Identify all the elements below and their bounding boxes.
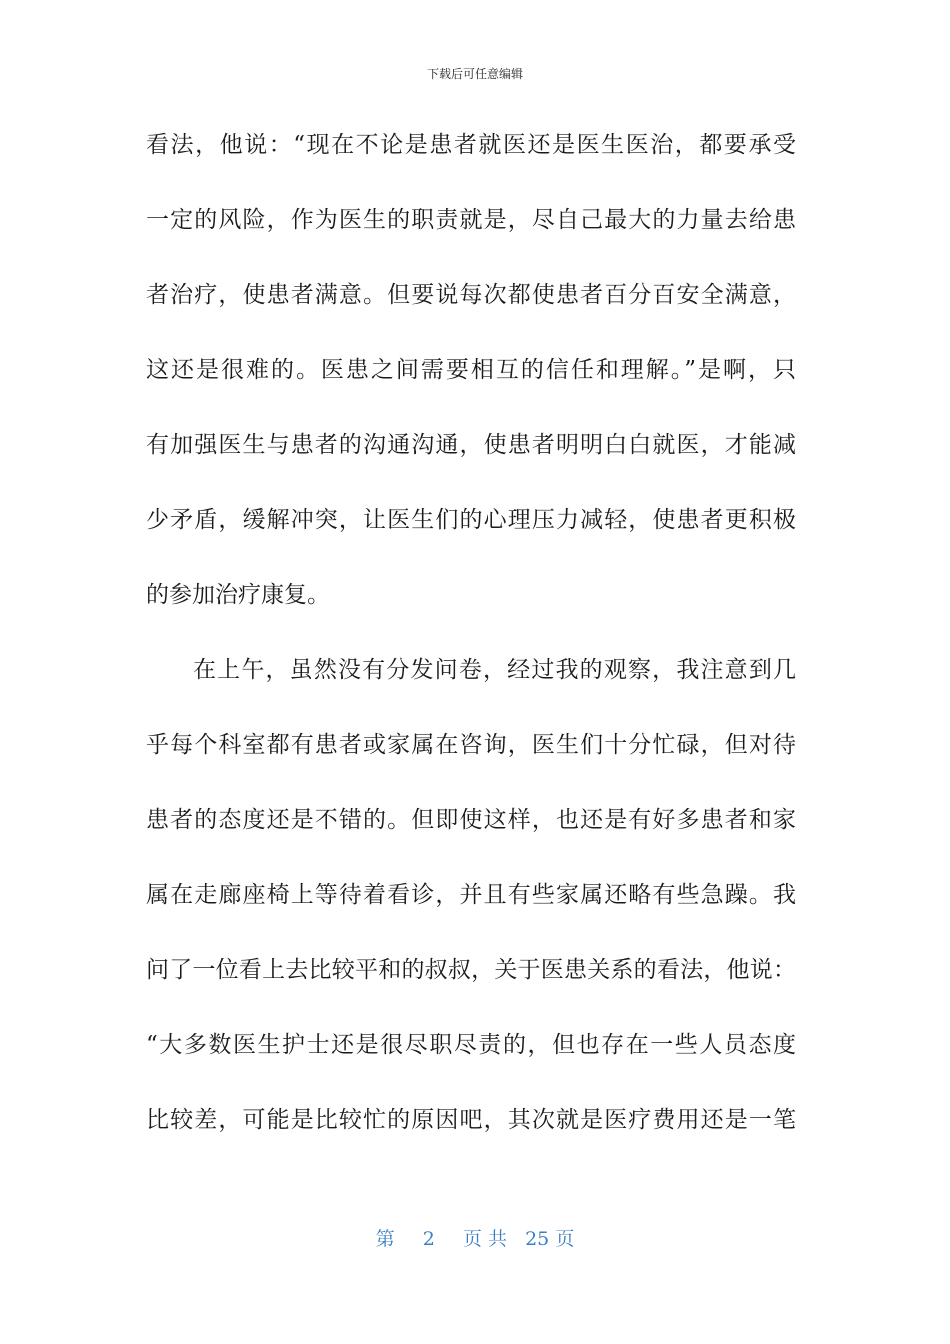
text-line: 属在走廊座椅上等待着看诊，并且有些家属还略有些急躁。我	[146, 882, 796, 908]
current-page-number: 2	[422, 1228, 435, 1250]
text-line: 问了一位看上去比较平和的叔叔，关于医患关系的看法，他说：	[146, 957, 796, 983]
text-line: 患者的态度还是不错的。但即使这样，也还是有好多患者和家	[146, 807, 796, 833]
text-line: 一定的风险，作为医生的职责就是，尽自己最大的力量去给患	[146, 207, 796, 233]
text-line: 在上午，虽然没有分发问卷，经过我的观察，我注意到几	[193, 657, 796, 683]
page-number-suffix: 页	[555, 1228, 575, 1250]
text-line: “大多数医生护士还是很尽职尽责的，但也存在一些人员态度	[146, 1032, 796, 1058]
text-line: 的参加治疗康复。	[146, 582, 330, 608]
total-pages-number: 25	[525, 1228, 550, 1250]
page-header: 下载后可任意编辑	[426, 67, 523, 81]
text-line: 者治疗，使患者满意。但要说每次都使患者百分百安全满意，	[146, 282, 796, 308]
text-line: 少矛盾，缓解冲突，让医生们的心理压力减轻，使患者更积极	[146, 507, 796, 533]
page-number-middle: 页 共	[462, 1228, 507, 1250]
text-line: 乎每个科室都有患者或家属在咨询，医生们十分忙碌，但对待	[146, 732, 796, 758]
text-line: 看法，他说：“现在不论是患者就医还是医生医治，都要承受	[146, 132, 796, 158]
text-line: 这还是很难的。医患之间需要相互的信任和理解。”是啊，只	[146, 357, 796, 383]
text-line: 有加强医生与患者的沟通沟通，使患者明明白白就医，才能减	[146, 432, 796, 458]
page-number-prefix: 第	[375, 1228, 395, 1250]
page-footer	[0, 1226, 950, 1252]
text-line: 比较差，可能是比较忙的原因吧，其次就是医疗费用还是一笔	[146, 1107, 796, 1133]
